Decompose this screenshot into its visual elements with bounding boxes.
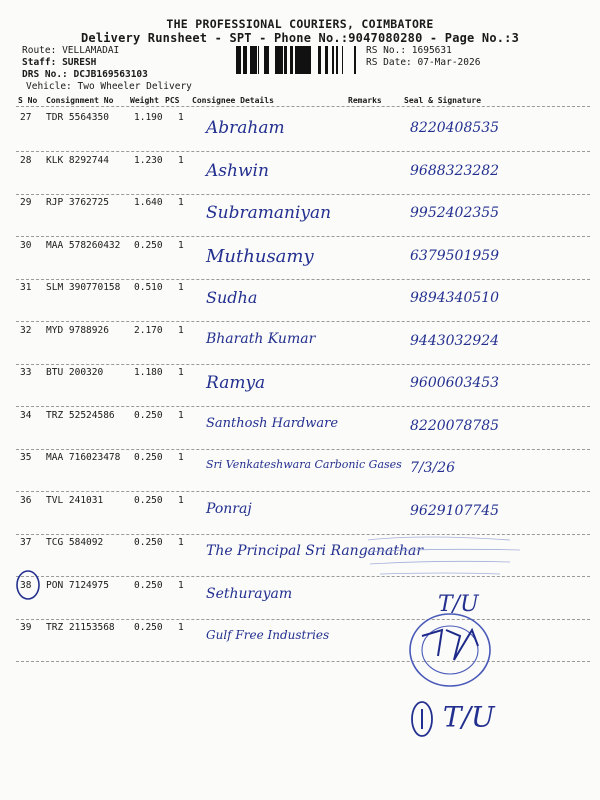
drs-label: DRS No.: xyxy=(22,69,68,80)
footer-handwritten-note: T/U xyxy=(410,700,495,738)
row-consignment-no: TVL 241031 xyxy=(46,495,104,506)
round-seal xyxy=(402,606,502,692)
footer-circle-one xyxy=(410,700,434,738)
row-consignment-no: MAA 578260432 xyxy=(46,240,121,251)
row-pcs: 1 xyxy=(178,112,184,123)
row-pcs: 1 xyxy=(178,197,184,208)
row-divider xyxy=(16,364,590,365)
row-sno: 33 xyxy=(20,367,32,378)
row-consignee-handwriting: Subramaniyan xyxy=(206,203,332,223)
staff-label: Staff: xyxy=(22,57,57,68)
rs-no-label: RS No.: xyxy=(366,45,407,56)
row-consignment-no: RJP 3762725 xyxy=(46,197,109,208)
vehicle-value: Two Wheeler Delivery xyxy=(77,81,192,92)
row-divider xyxy=(16,151,590,152)
row-consignee-handwriting: Abraham xyxy=(206,118,285,138)
row-weight: 0.250 xyxy=(134,410,163,421)
row-consignment-no: BTU 200320 xyxy=(46,367,104,378)
row-weight: 1.640 xyxy=(134,197,163,208)
row-consignee-handwriting: Ashwin xyxy=(206,161,269,181)
row-pcs: 1 xyxy=(178,325,184,336)
row-signature-handwriting: 9629107745 xyxy=(410,503,500,519)
row-pcs: 1 xyxy=(178,537,184,548)
row-sno: 32 xyxy=(20,325,32,336)
row-signature-handwriting: 6379501959 xyxy=(410,248,500,264)
barcode xyxy=(236,46,360,74)
row-divider xyxy=(16,321,590,322)
row-consignee-handwriting: Sudha xyxy=(206,288,258,307)
row-pcs: 1 xyxy=(178,240,184,251)
row-weight: 1.230 xyxy=(134,155,163,166)
row-weight: 0.250 xyxy=(134,495,163,506)
row-consignment-no: PON 7124975 xyxy=(46,580,109,591)
row-signature-handwriting: 9600603453 xyxy=(410,375,500,391)
row-divider xyxy=(16,449,590,450)
row-consignee-handwriting: The Principal Sri Ranganathar xyxy=(206,543,424,559)
row-consignment-no: TRZ 21153568 xyxy=(46,622,115,633)
row-signature-handwriting: T/U xyxy=(438,592,479,617)
row-sno: 31 xyxy=(20,282,32,293)
col-remarks: Remarks xyxy=(348,96,382,105)
runsheet-title: Delivery Runsheet - SPT - Phone No.:9047080280 - Page No.:3 xyxy=(80,31,520,45)
institution-stamp xyxy=(360,528,530,583)
row-sno: 35 xyxy=(20,452,32,463)
rs-date-value: 07-Mar-2026 xyxy=(417,57,481,68)
col-weight: Weight xyxy=(130,96,159,105)
row-sno: 27 xyxy=(20,112,32,123)
col-pcs: PCS xyxy=(165,96,180,105)
row-signature-handwriting: 9688323282 xyxy=(410,163,500,179)
row-consignee-handwriting: Muthusamy xyxy=(206,246,314,267)
row-weight: 0.250 xyxy=(134,240,163,251)
header-divider xyxy=(16,106,590,107)
rs-date-line xyxy=(366,57,480,68)
row-divider xyxy=(16,491,590,492)
row-weight: 2.170 xyxy=(134,325,163,336)
row-divider xyxy=(16,661,590,662)
drs-value: DCJB169563103 xyxy=(73,69,148,80)
row-consignment-no: TRZ 52524586 xyxy=(46,410,115,421)
vehicle-label: Vehicle: xyxy=(26,81,72,92)
row-consignee-handwriting: Gulf Free Industries xyxy=(206,628,330,642)
row-consignment-no: MYD 9788926 xyxy=(46,325,109,336)
row-pcs: 1 xyxy=(178,580,184,591)
row-signature-handwriting: 9952402355 xyxy=(410,205,500,221)
row-divider xyxy=(16,194,590,195)
row-sno: 28 xyxy=(20,155,32,166)
row-divider xyxy=(16,236,590,237)
row-consignment-no: KLK 8292744 xyxy=(46,155,109,166)
row-pcs: 1 xyxy=(178,282,184,293)
row-weight: 0.250 xyxy=(134,537,163,548)
route-value: VELLAMADAI xyxy=(62,45,120,56)
drs-line xyxy=(22,69,148,80)
row-pcs: 1 xyxy=(178,452,184,463)
rs-no-line xyxy=(366,45,452,56)
row-divider xyxy=(16,279,590,280)
col-sno: S No xyxy=(18,96,38,105)
row-consignee-handwriting: Ponraj xyxy=(206,501,252,517)
row-consignee-handwriting: Bharath Kumar xyxy=(206,331,316,347)
company-title: THE PROFESSIONAL COURIERS, COIMBATORE xyxy=(166,17,434,31)
col-signature: Seal & Signature xyxy=(404,96,482,105)
row-weight: 0.250 xyxy=(134,580,163,591)
row-sno: 29 xyxy=(20,197,32,208)
row-weight: 0.510 xyxy=(134,282,163,293)
staff-line xyxy=(22,57,96,68)
row-consignee-handwriting: Sethurayam xyxy=(206,586,293,602)
row-signature-handwriting: 9443032924 xyxy=(410,333,500,349)
row-consignment-no: TCG 584092 xyxy=(46,537,104,548)
row-sno: 30 xyxy=(20,240,32,251)
col-consignee: Consignee Details xyxy=(192,96,274,105)
row-pcs: 1 xyxy=(178,155,184,166)
row-consignee-handwriting: Santhosh Hardware xyxy=(206,416,339,431)
row-sno: 37 xyxy=(20,537,32,548)
row-consignee-handwriting: Sri Venkateshwara Carbonic Gases xyxy=(206,458,402,471)
vehicle-line xyxy=(26,81,192,92)
row-consignment-no: MAA 716023478 xyxy=(46,452,121,463)
row-signature-handwriting: 7/3/26 xyxy=(410,460,456,476)
row-sno: 36 xyxy=(20,495,32,506)
row-38-circle-mark xyxy=(14,568,44,602)
rs-no-value: 1695631 xyxy=(411,45,452,56)
row-weight: 1.180 xyxy=(134,367,163,378)
row-consignment-no: TDR 5564350 xyxy=(46,112,109,123)
row-signature-handwriting: 8220078785 xyxy=(410,418,500,434)
row-signature-handwriting: 9894340510 xyxy=(410,290,500,306)
staff-value: SURESH xyxy=(62,57,97,68)
row-pcs: 1 xyxy=(178,622,184,633)
row-weight: 0.250 xyxy=(134,622,163,633)
row-weight: 0.250 xyxy=(134,452,163,463)
row-sno: 39 xyxy=(20,622,32,633)
col-consignment: Consignment No xyxy=(46,96,114,105)
row-consignment-no: SLM 390770158 xyxy=(46,282,121,293)
route-label: Route: xyxy=(22,45,57,56)
row-signature-handwriting: 8220408535 xyxy=(410,120,500,136)
row-consignee-handwriting: Ramya xyxy=(206,373,266,393)
row-divider xyxy=(16,619,590,620)
row-sno: 34 xyxy=(20,410,32,421)
row-pcs: 1 xyxy=(178,410,184,421)
row-pcs: 1 xyxy=(178,495,184,506)
row-weight: 1.190 xyxy=(134,112,163,123)
rs-date-label: RS Date: xyxy=(366,57,412,68)
row-sno: 38 xyxy=(20,580,32,591)
row-pcs: 1 xyxy=(178,367,184,378)
route-line xyxy=(22,45,119,56)
row-divider xyxy=(16,406,590,407)
